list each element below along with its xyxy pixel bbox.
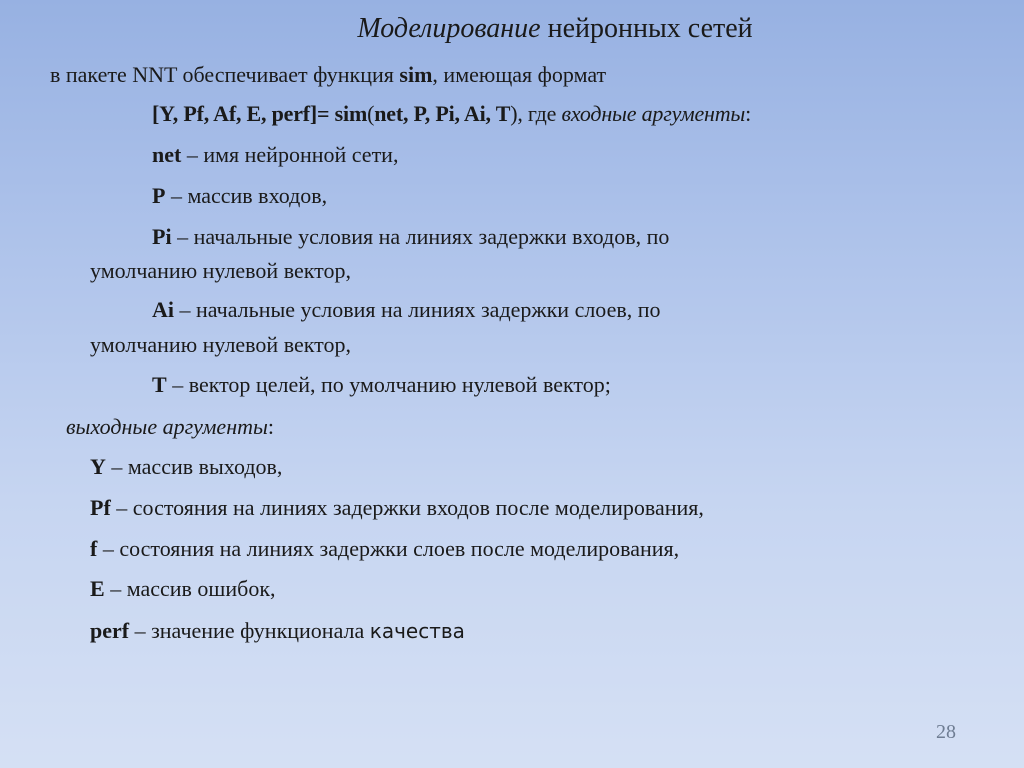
term: Y [90, 454, 106, 479]
outputs-label-text: выходные аргументы [66, 414, 268, 439]
outputs-label [66, 414, 274, 440]
input-item-ai-continuation: умолчанию нулевой вектор, [90, 332, 351, 357]
description: – состояния на линиях задержки слоев после моделирования, [97, 536, 680, 561]
description: – массив выходов, [105, 454, 283, 479]
inputs-colon: : [745, 101, 752, 126]
description: – массив ошибок, [104, 576, 276, 601]
input-item-ai [152, 297, 661, 323]
description-tail: качества [369, 619, 465, 643]
signature-paren-open: ( [367, 101, 375, 126]
description: – значение функционала [129, 618, 370, 643]
output-item-pf [90, 495, 704, 521]
signature-line [152, 101, 751, 127]
input-item-t [152, 372, 611, 398]
inputs-label: входные аргументы [561, 101, 746, 126]
output-item-e [90, 576, 276, 602]
input-item-pi [152, 224, 669, 250]
term: Pf [90, 495, 111, 520]
title-rest: нейронных сетей [540, 13, 753, 44]
signature-outputs: [Y, Pf, Af, E, perf]= sim [152, 101, 368, 126]
description: – состояния на линиях задержки входов после моделирования, [110, 495, 704, 520]
description: – имя нейронной сети, [181, 142, 399, 167]
output-item-f [90, 536, 679, 562]
term: net [152, 142, 182, 167]
output-item-perf [90, 618, 465, 644]
input-item-net [152, 142, 398, 168]
intro-func: sim [399, 62, 433, 87]
intro-prefix: в пакете NNT обеспечивает функция [50, 62, 400, 87]
intro-line [50, 62, 606, 88]
title-italic: Моделирование [357, 13, 541, 44]
slide-title [0, 12, 1024, 46]
signature-where: ), где [510, 101, 562, 126]
term: Ai [152, 297, 174, 322]
description: – массив входов, [165, 183, 328, 208]
input-item-p [152, 183, 327, 209]
term: perf [90, 618, 130, 643]
term: T [152, 372, 167, 397]
description: – начальные условия на линиях задержки входов, по [171, 224, 670, 249]
description: – вектор целей, по умолчанию нулевой вектор; [166, 372, 611, 397]
term: Pi [152, 224, 172, 249]
page-number: 28 [936, 721, 956, 743]
term: f [90, 536, 98, 561]
term: E [90, 576, 105, 601]
input-item-pi-continuation: умолчанию нулевой вектор, [90, 258, 351, 283]
output-item-y [90, 454, 282, 480]
outputs-colon: : [267, 414, 275, 439]
intro-suffix: , имеющая формат [432, 62, 607, 87]
term: P [152, 183, 166, 208]
description: – начальные условия на линиях задержки слоев, по [174, 297, 661, 322]
signature-inputs: net, P, Pi, Ai, T [374, 101, 511, 126]
